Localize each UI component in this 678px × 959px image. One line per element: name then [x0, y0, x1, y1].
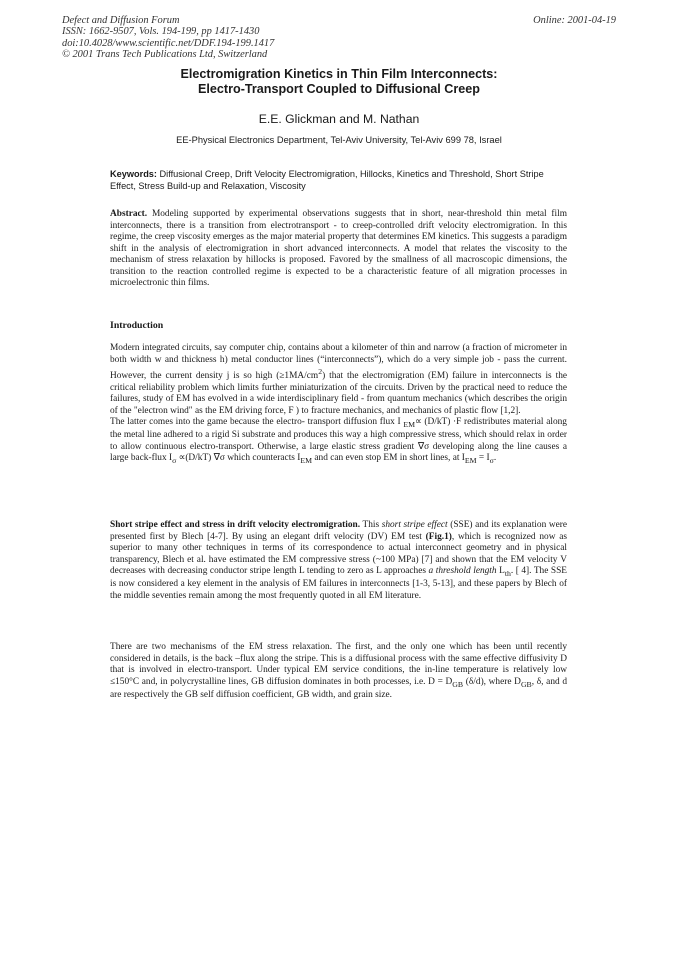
introduction-body — [110, 343, 567, 467]
intro-p2-text-d: and can even stop EM in short lines, at I — [312, 453, 465, 464]
mech-sub-1: GB — [452, 679, 464, 689]
sse-text-3: , which is recognized now as superior to many other techniques in terms of its correspondence to actual interconnect geometry and in physical transparency, Blech et al. have estimated the EM compressive stress (~100 MPa) [7] and shown that the EM velocity V decreases with decreasing conductor stripe length L tending to zero as L approaches — [110, 531, 567, 576]
sse-heading: Short stripe effect and stress in drift velocity electromigration. — [110, 520, 361, 530]
introduction-heading: Introduction — [110, 320, 164, 331]
relaxation-mechanisms — [110, 642, 567, 701]
journal-name: Defect and Diffusion Forum — [62, 15, 180, 26]
sse-text-4: L — [496, 566, 505, 576]
intro-p1-text-b: ) that the electromigration (EM) failure in interconnects is the critical reliability problem which limits further miniaturization of the circuits. Driven by the practical need to reduce the failures, study of EM has evolved in a wide interdisciplinary field - from quantum mechanics (which describes the origin of the "electron wind" as the EM driving force, F ) to fracture mechanics, and mechanics of plastic flow [1,2]. — [110, 371, 568, 416]
keywords — [110, 168, 570, 193]
keywords-label: Keywords: — [110, 169, 157, 179]
intro-p2-text-b: ∝ (D/kT) ·F redistributes material along the metal line adhered to a rigid Si substrate and produces this way a high compressive stress, which should relax in order to allow continuous electro-transport. Otherwise, a large elastic stress gradient ∇σ developing along the line causes a large back-flux I — [110, 417, 567, 464]
intro-p1-text-a: Modern integrated circuits, say computer chip, contains about a kilometer of thin and narrow (a fraction of micrometer in both width w and thickness h) metal conductor lines (“interconnects”), which do a very simple job - pass the current. However, the current density j is so high (≥1MA/cm — [110, 343, 567, 382]
abstract-label: Abstract. — [110, 209, 148, 219]
authors: E.E. Glickman and M. Nathan — [258, 112, 420, 126]
mech-sub-2: GB — [520, 679, 532, 689]
intro-p2-text-a: The latter comes into the game because the electro- transport diffusion flux I — [110, 417, 401, 428]
title-line-2: Electro-Transport Coupled to Diffusional Creep — [198, 82, 480, 96]
sse-text-2: (SSE) and its explanation were presented first by Blech [4-7]. By using an elegant drift velocity (DV) EM test — [110, 520, 567, 542]
title-line-1: Electromigration Kinetics in Thin Film Interconnects: — [180, 67, 498, 81]
online-date: Online: 2001-04-19 — [533, 15, 616, 26]
mech-text-c: , δ, and d are respectively the GB self diffusion coefficient, GB width, and grain size. — [110, 676, 568, 700]
mech-text-b: (δ/d), where D — [463, 676, 521, 687]
abstract-text: Modeling supported by experimental observations suggests that in short, near-threshold thin metal film interconnects, there is a transition from electrotransport - to creep-controlled drift velocity electromigration. In this regime, the creep viscosity emerges as the major material property that determines EM kinetics. This suggests a paradigm shift in the analysis of electromigration in short advanced interconnects. A model that relates the viscosity to the mechanism of stress relaxation by hillocks is proposed. Favored by the smallness of all macroscopic dimensions, the transition to the reaction controlled regime is expected to be a characteristic feature of all migration processes in microelectronic thin films. — [110, 209, 567, 288]
intro-p2-sub-1: EM — [403, 419, 415, 429]
intro-p2-sub-3: EM — [300, 456, 313, 466]
keywords-text: Diffusional Creep, Drift Velocity Electromigration, Hillocks, Kinetics and Threshold, Short Stripe Effect, Stress Build-up and Relaxation, Viscosity — [110, 169, 544, 192]
intro-p2-text-f: . — [493, 453, 497, 464]
intro-p2-sub-2: σ — [172, 456, 177, 466]
intro-paragraph-1 — [110, 343, 567, 417]
figure-reference: (Fig.1) — [425, 531, 452, 542]
affiliation: EE-Physical Electronics Department, Tel-Aviv University, Tel-Aviv 699 78, Israel — [176, 135, 502, 145]
short-stripe-section — [110, 520, 567, 602]
intro-paragraph-2 — [110, 417, 567, 467]
intro-p1-sup: 2 — [318, 367, 323, 376]
threshold-sub: th — [504, 568, 511, 578]
issn-line: ISSN: 1662-9507, Vols. 194-199, pp 1417-1430 — [62, 26, 260, 38]
sse-text-1: This — [360, 520, 382, 530]
intro-p2-sub-5: σ — [489, 456, 494, 466]
doi-line: doi:10.4028/www.scientific.net/DDF.194-199.1417 — [62, 37, 275, 49]
sse-term: short stripe effect — [381, 520, 448, 530]
threshold-term: a threshold length — [428, 566, 497, 576]
mech-text-a: There are two mechanisms of the EM stress relaxation. The first, and the only one which has been until recently considered in details, is the back –flux along the stripe. This is a diffusional process with the same effective diffusivity D that is involved in electro-transport. Under typical EM service conditions, the in-line temperature is relatively low ≤150°C and, in polycrystalline lines, GB diffusion dominates in both processes, i.e. D = D — [110, 642, 567, 687]
copyright-line: © 2001 Trans Tech Publications Ltd, Switzerland — [62, 49, 268, 61]
sse-text-5: . [ 4]. The SSE is now considered a key element in the analysis of EM failures in interconnects [1-3, 5-13], and these papers by Blech of the middle seventies remain among the most frequently quoted in all EM literature. — [110, 566, 567, 601]
paper-title — [60, 67, 618, 97]
abstract — [110, 209, 567, 290]
intro-p2-sub-4: EM — [464, 456, 477, 466]
journal-header — [62, 15, 274, 61]
intro-p2-text-e: = I — [476, 453, 490, 464]
intro-p2-text-c: ∝(D/kT) ∇σ which counteracts I — [178, 453, 301, 464]
